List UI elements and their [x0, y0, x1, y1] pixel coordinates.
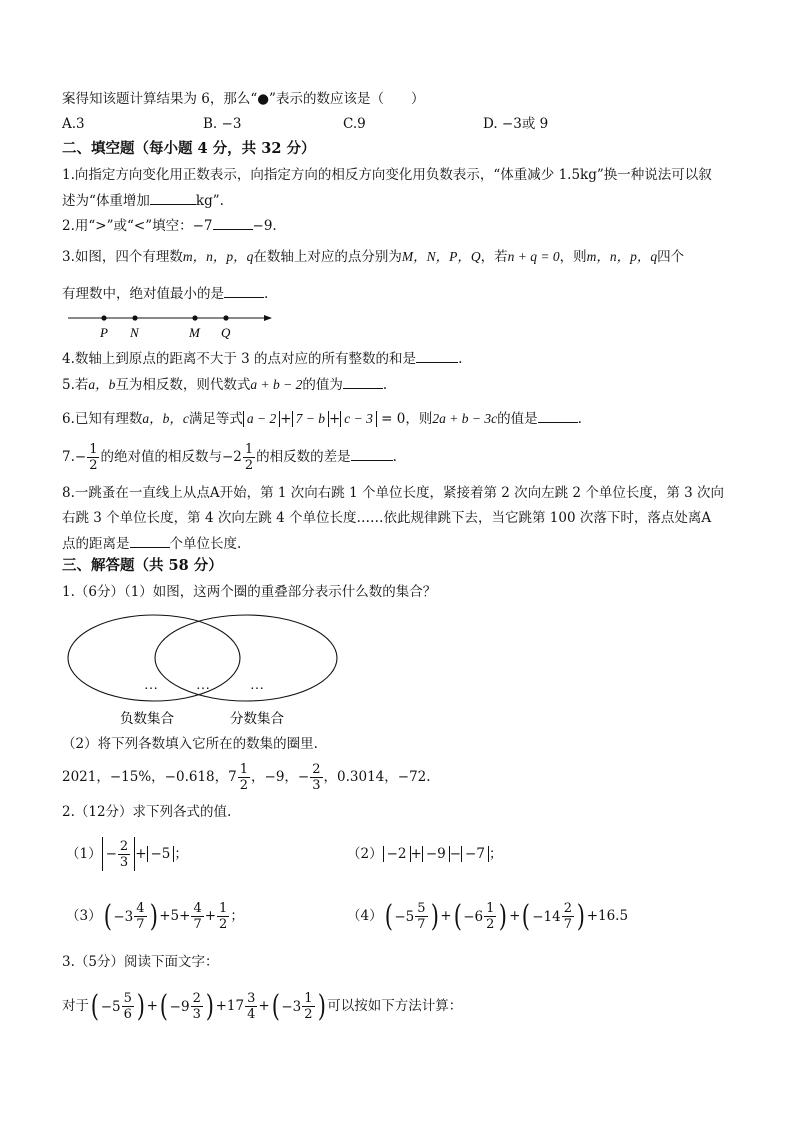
fill-7-text: 7.−	[62, 449, 87, 465]
point-m	[192, 315, 197, 320]
fill-8-line-3	[62, 533, 241, 553]
fill-2	[62, 215, 277, 235]
fraction: $\frac{1}{2}$	[239, 762, 249, 793]
fill-2-tail: −9.	[252, 218, 277, 234]
abs-3	[340, 411, 377, 427]
numbers-part-1: 2021，−15%，−0.618，7	[62, 769, 237, 785]
venn-dots-middle: …	[196, 678, 210, 693]
fill-6: 6.已知有理数a，b，c满足等式 a − 2 + 7 − b + c − 3 = 0，则2a + b − 3c的值是 .	[62, 408, 582, 428]
fill-3-condition: n + q = 0	[507, 249, 560, 264]
fill-3-line-2: 有理数中，绝对值最小的是 .	[62, 283, 268, 303]
fill-3-text: 3.如图，四个有理数	[62, 249, 183, 265]
answer-blank[interactable]	[538, 408, 578, 423]
problem-2: （2） −2 + −9 − −7 ；	[347, 846, 503, 862]
fraction: $\frac{1}{2}$	[244, 442, 254, 473]
point-p	[101, 315, 106, 320]
fill-3-vars-2: m，n，p，q	[586, 249, 658, 264]
fill-5-text-2: 互为相反数，则代数式	[115, 377, 251, 393]
fill-5-expression: a + b − 2	[250, 377, 303, 392]
fill-5-text: 5.若	[62, 377, 89, 393]
abs-2	[292, 411, 329, 427]
fraction: $\frac{2}{3}$	[312, 762, 321, 793]
fill-3-text-3: ，若	[480, 249, 508, 265]
fill-8-line-2: 右跳 3 个单位长度，第 4 次向左跳 4 个单位长度……依此规律跳下去，当它跳第 100 次落下时，落点处离A	[62, 510, 712, 526]
fill-5-vars: a，b	[88, 377, 116, 392]
problem-3-label: （3）	[66, 908, 102, 924]
choice-a: A.3	[62, 116, 85, 132]
venn-diagram	[62, 605, 352, 730]
venn-label-fraction: 分数集合	[230, 711, 284, 726]
section-3-heading: 三、解答题（共 58 分）	[62, 557, 223, 574]
fill-6-text-3: ，则	[405, 411, 433, 427]
label-m: M	[189, 325, 200, 340]
answer-blank[interactable]	[150, 190, 196, 205]
answer-blank[interactable]	[130, 533, 170, 548]
fill-1-line-2	[62, 190, 224, 210]
fill-5: 5.若a，b互为相反数，则代数式a + b − 2的值为 .	[62, 374, 387, 394]
answer-blank[interactable]	[343, 374, 383, 389]
number-line	[62, 308, 277, 340]
fill-3-text-5: 四个	[657, 249, 685, 265]
solve-3-prompt: 3.（5分）阅读下面文字：	[62, 954, 219, 970]
answer-blank[interactable]	[213, 215, 253, 230]
solve-1-part-2: （2）将下列各数填入它所在的数集的圈里.	[62, 736, 318, 752]
fill-3-vars: m，n，p，q	[182, 249, 254, 264]
label-n: N	[130, 325, 139, 340]
number-list	[62, 760, 431, 794]
fill-3-text-6: 有理数中，绝对值最小的是	[62, 286, 224, 302]
fill-6-text-4: 的值是	[497, 411, 538, 427]
fill-3-text-4: ，则	[559, 249, 587, 265]
fill-7: 7.− $\frac{1}{2}$ 的绝对值的相反数与−2 $\frac{1}{2}$ 的相反数的差是 .	[62, 442, 397, 473]
fill-7-text-2: 的绝对值的相反数与−2	[100, 449, 242, 465]
choice-d: D. −3或 9	[483, 116, 549, 132]
fill-5-text-3: 的值为	[302, 377, 343, 393]
fill-6-vars: a，b，c	[142, 411, 189, 426]
venn-dots-right: …	[250, 678, 264, 693]
answer-blank[interactable]	[224, 283, 264, 298]
venn-label-negative: 负数集合	[120, 711, 174, 726]
fill-4: 4.数轴上到原点的距离不大于 3 的点对应的所有整数的和是 .	[62, 348, 462, 368]
choice-c: C.9	[343, 116, 366, 132]
solve-3-text-2: 可以按如下方法计算：	[327, 998, 463, 1014]
abs-1	[243, 411, 280, 427]
abs-value: −5	[147, 846, 175, 862]
fill-1-text: 述为“体重增加	[62, 193, 150, 209]
fill-8-line-1: 8.一跳蚤在一直线上从点A开始，第 1 次向右跳 1 个单位长度，紧接着第 2 次向左跳 2 个单位长度，第 3 次向	[62, 485, 724, 501]
fill-1-line-1: 1.向指定方向变化用正数表示，向指定方向的相反方向变化用负数表示，“体重减少 1.5kg”换一种说法可以叙	[62, 167, 712, 183]
problem-4-label: （4）	[347, 908, 383, 924]
problem-3: （3） ( −3 $\frac{4}{7}$ ) +5+ $\frac{4}{7}$ + $\frac{1}{2}$ ；	[66, 898, 244, 934]
choice-b: B. −3	[203, 116, 242, 132]
solve-2-prompt: 2.（12分）求下列各式的值.	[62, 804, 232, 820]
solve-3-text: 对于	[62, 998, 89, 1014]
fill-8-text: 点的距离是	[62, 536, 130, 552]
fill-6-equals: = 0	[381, 411, 406, 427]
numbers-part-3: ，0.3014，−72.	[323, 769, 431, 785]
fill-3-text-2: 在数轴上对应的点分别为	[253, 249, 402, 265]
fill-2-text: 2.用“>”或“<”填空：−7	[62, 218, 213, 234]
problem-2-label: （2）	[347, 846, 383, 862]
abs-2-expr: 7 − b	[295, 411, 325, 426]
fill-6-text: 6.已知有理数	[62, 411, 143, 427]
point-n	[132, 315, 137, 320]
fill-4-text: 4.数轴上到原点的距离不大于 3 的点对应的所有整数的和是	[62, 351, 417, 367]
numbers-part-2: ，−9，−	[251, 769, 310, 785]
answer-blank[interactable]	[351, 446, 393, 461]
abs-fraction: − $\frac{2}{3}$	[102, 837, 136, 871]
solve-3-expression: 对于 ( −5 $\frac{5}{6}$ ) + ( −9 $\frac{2}{3}$ ) +17 $\frac{3}{4}$ + ( −3 $\frac{1}{2}$ ) 可以按如下方法计算：	[62, 988, 463, 1024]
problem-4: （4） ( −5 $\frac{5}{7}$ ) + ( −6 $\frac{1}{2}$ ) + ( −14 $\frac{2}{7}$ ) +16.5	[347, 898, 629, 934]
answer-blank[interactable]	[416, 348, 458, 363]
solve-1-prompt: 1.（6分）（1）如图，这两个圈的重叠部分表示什么数的集合？	[62, 584, 437, 600]
fill-6-text-2: 满足等式	[188, 411, 243, 427]
fill-8-tail: 个单位长度.	[169, 536, 242, 552]
abs-3-expr: c − 3	[344, 411, 373, 426]
fill-1-unit: kg”.	[195, 193, 224, 209]
fill-6-expression: 2a + b − 3c	[432, 411, 498, 426]
fill-7-text-3: 的相反数的差是	[256, 449, 351, 465]
venn-circle-fraction	[155, 615, 337, 701]
section-2-heading: 二、填空题（每小题 4 分，共 32 分）	[62, 140, 316, 157]
label-q: Q	[221, 325, 231, 340]
point-q	[223, 315, 228, 320]
fraction: $\frac{1}{2}$	[89, 442, 98, 473]
problem-1-label: （1）	[66, 846, 102, 862]
fill-3-points: M，N，P，Q	[401, 249, 481, 264]
abs-1-expr: a − 2	[246, 411, 277, 426]
fill-3-line-1	[62, 248, 684, 266]
venn-dots-left: …	[144, 678, 158, 693]
label-p: P	[100, 325, 108, 340]
question-tail: 案得知该题计算结果为 6，那么“●”表示的数应该是（ ）	[62, 91, 425, 107]
problem-1: （1） − $\frac{2}{3}$ + −5 ；	[66, 839, 188, 870]
